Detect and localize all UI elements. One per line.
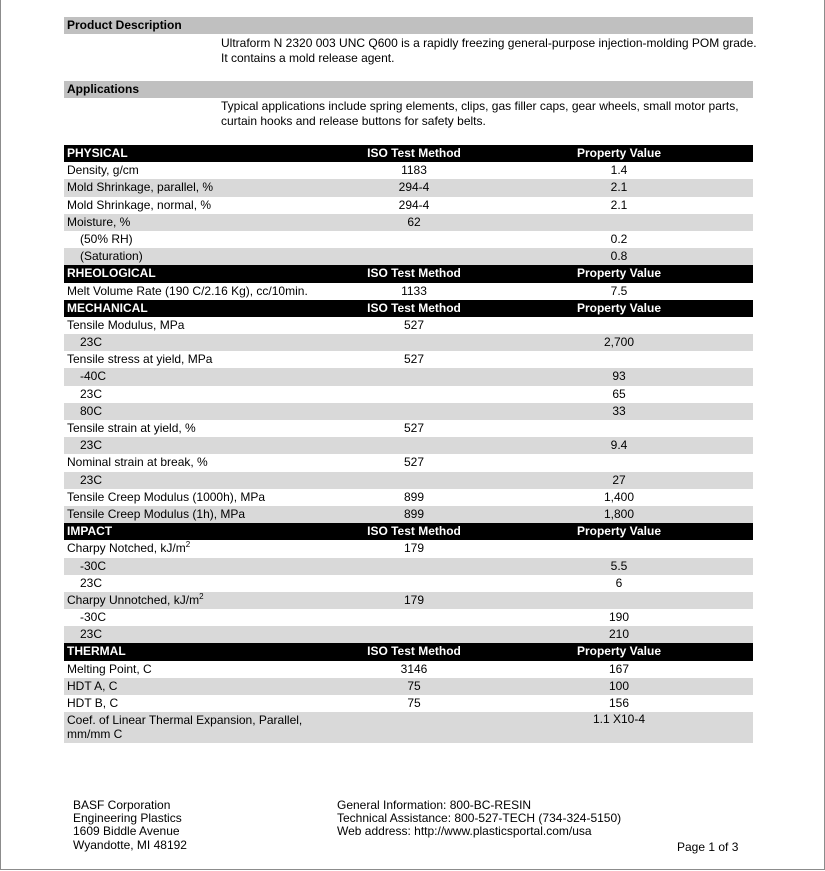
property-name bbox=[80, 472, 102, 489]
property-name bbox=[67, 214, 130, 231]
property-name-text: MECHANICAL bbox=[67, 300, 148, 315]
test-method: 1183 bbox=[401, 163, 427, 178]
property-name-text: Melting Point, C bbox=[67, 661, 152, 676]
table-row bbox=[64, 454, 753, 471]
test-method: 294-4 bbox=[398, 180, 430, 195]
table-row bbox=[64, 403, 753, 420]
property-value: 0.8 bbox=[610, 249, 628, 264]
contact-info bbox=[337, 799, 621, 839]
property-name-text: Charpy Notched, kJ/m bbox=[67, 541, 186, 556]
value-column-header: Property Value bbox=[576, 266, 662, 281]
table-row bbox=[64, 179, 753, 196]
property-name bbox=[67, 661, 152, 678]
property-name bbox=[67, 678, 117, 695]
method-column-header: ISO Test Method bbox=[367, 266, 461, 281]
property-name-text: HDT B, C bbox=[67, 696, 119, 710]
property-name-text: Charpy Unnotched, kJ/m bbox=[67, 592, 200, 607]
property-name bbox=[80, 558, 106, 575]
property-name bbox=[67, 351, 212, 368]
property-name-text: 23C bbox=[80, 386, 103, 401]
property-name-text: Nominal strain at break, % bbox=[67, 455, 208, 470]
section-title bbox=[67, 643, 126, 660]
test-method: 899 bbox=[403, 506, 425, 521]
property-name-text: 23C bbox=[80, 438, 103, 453]
applications-heading: Applications bbox=[64, 81, 753, 98]
table-row bbox=[64, 661, 753, 678]
product-description-heading: Product Description bbox=[64, 17, 753, 34]
property-name bbox=[80, 437, 102, 454]
property-name-text: Tensile Creep Modulus (1h), MPa bbox=[67, 506, 246, 521]
method-column-header: ISO Test Method bbox=[367, 524, 461, 539]
test-method: 75 bbox=[407, 696, 421, 710]
property-value: 93 bbox=[612, 369, 626, 384]
value-column-header: Property Value bbox=[576, 300, 662, 315]
property-name-text: HDT A, C bbox=[67, 678, 118, 693]
property-name bbox=[67, 540, 190, 557]
property-name-text: 23C bbox=[80, 472, 103, 487]
property-value: 1.1 X10-4 bbox=[592, 712, 646, 727]
property-name bbox=[67, 489, 265, 506]
value-column-header: Property Value bbox=[576, 644, 662, 659]
table-row bbox=[64, 558, 753, 575]
property-name bbox=[67, 714, 327, 741]
section-header-row bbox=[64, 265, 753, 282]
properties-table bbox=[64, 145, 753, 743]
property-value: 1,800 bbox=[603, 506, 635, 521]
table-row bbox=[64, 437, 753, 454]
table-row bbox=[64, 197, 753, 214]
property-name bbox=[80, 609, 106, 626]
property-name-text: 23C bbox=[80, 627, 103, 642]
table-row bbox=[64, 540, 753, 557]
test-method: 179 bbox=[403, 541, 425, 556]
table-row bbox=[64, 334, 753, 351]
table-row bbox=[64, 386, 753, 403]
unit-superscript: 2 bbox=[199, 591, 204, 601]
table-row bbox=[64, 695, 753, 712]
property-name-text: Tensile strain at yield, % bbox=[67, 421, 196, 435]
property-name-text: Mold Shrinkage, normal, % bbox=[67, 197, 212, 212]
page-number: Page 1 of 3 bbox=[677, 840, 739, 854]
property-value: 5.5 bbox=[610, 558, 628, 573]
section-header-row bbox=[64, 145, 753, 162]
table-row bbox=[64, 472, 753, 489]
property-name bbox=[67, 179, 213, 196]
property-name-text: (50% RH) bbox=[80, 231, 133, 246]
property-name bbox=[67, 162, 139, 179]
property-name-text: Tensile Modulus, MPa bbox=[67, 317, 185, 332]
test-method: 527 bbox=[403, 421, 425, 435]
property-value: 27 bbox=[612, 472, 626, 487]
property-value: 167 bbox=[608, 661, 630, 676]
property-name bbox=[80, 403, 102, 420]
test-method: 3146 bbox=[400, 661, 428, 676]
property-name bbox=[67, 283, 308, 300]
property-value: 2,700 bbox=[603, 335, 635, 350]
table-row bbox=[64, 351, 753, 368]
property-name-text: PHYSICAL bbox=[67, 146, 128, 160]
contact-line: Web address: http://www.plasticsportal.com/usa bbox=[337, 824, 592, 839]
table-row bbox=[64, 506, 753, 523]
property-name-text: Density, g/cm bbox=[67, 163, 139, 178]
company-address bbox=[73, 799, 187, 852]
property-value: 9.4 bbox=[610, 438, 628, 453]
test-method: 527 bbox=[403, 317, 425, 332]
table-row bbox=[64, 626, 753, 643]
table-row bbox=[64, 231, 753, 248]
property-name bbox=[80, 334, 102, 351]
property-value: 2.1 bbox=[610, 197, 628, 212]
property-name bbox=[67, 695, 118, 712]
property-value: 6 bbox=[615, 575, 623, 590]
table-row bbox=[64, 214, 753, 231]
property-name-text: 80C bbox=[80, 403, 103, 418]
property-name-text: RHEOLOGICAL bbox=[67, 266, 156, 281]
table-row bbox=[64, 420, 753, 437]
address-line: 1609 Biddle Avenue bbox=[73, 824, 180, 839]
test-method: 527 bbox=[403, 455, 425, 470]
property-value: 190 bbox=[608, 610, 630, 625]
property-value: 1,400 bbox=[603, 489, 635, 504]
table-row bbox=[64, 575, 753, 592]
property-value: 100 bbox=[608, 678, 630, 693]
property-name-text: 23C bbox=[80, 335, 103, 350]
property-value: 65 bbox=[612, 386, 626, 401]
test-method: 1133 bbox=[401, 283, 427, 298]
property-name bbox=[80, 231, 133, 248]
property-name bbox=[80, 626, 102, 643]
property-name-text: Tensile stress at yield, MPa bbox=[67, 352, 213, 367]
property-value: 0.2 bbox=[610, 231, 628, 246]
test-method: 179 bbox=[403, 592, 425, 607]
test-method: 899 bbox=[403, 489, 425, 504]
property-name bbox=[80, 575, 102, 592]
table-row bbox=[64, 162, 753, 179]
property-name bbox=[67, 592, 204, 609]
property-name bbox=[80, 368, 106, 385]
property-value: 7.5 bbox=[610, 283, 628, 298]
table-row bbox=[64, 609, 753, 626]
test-method: 294-4 bbox=[398, 197, 430, 212]
section-header-row bbox=[64, 523, 753, 540]
property-value: 33 bbox=[612, 403, 626, 418]
property-name-text: (Saturation) bbox=[80, 249, 143, 264]
test-method: 62 bbox=[407, 214, 421, 229]
property-name-text: Tensile Creep Modulus (1000h), MPa bbox=[67, 489, 266, 504]
address-line: Wyandotte, MI 48192 bbox=[73, 837, 187, 852]
table-row bbox=[64, 283, 753, 300]
property-name-text: THERMAL bbox=[67, 644, 126, 659]
section-header-row bbox=[64, 300, 753, 317]
unit-superscript: 2 bbox=[185, 540, 191, 550]
property-name bbox=[67, 197, 211, 214]
property-name-text: Mold Shrinkage, parallel, % bbox=[67, 180, 214, 195]
property-name bbox=[80, 386, 102, 403]
method-column-header: ISO Test Method bbox=[367, 300, 461, 315]
table-row bbox=[64, 489, 753, 506]
property-name bbox=[67, 506, 245, 523]
value-column-header: Property Value bbox=[576, 146, 662, 160]
contact-line: Technical Assistance: 800-527-TECH (734-324-5150) bbox=[337, 811, 622, 826]
property-value: 156 bbox=[608, 696, 630, 710]
contact-line: General Information: 800-BC-RESIN bbox=[337, 798, 532, 812]
section-title bbox=[67, 145, 128, 162]
property-name-text: Melt Volume Rate (190 C/2.16 Kg), cc/10min. bbox=[67, 283, 308, 298]
property-name bbox=[67, 420, 196, 437]
table-row bbox=[64, 368, 753, 385]
property-name-text: Moisture, % bbox=[67, 214, 131, 229]
section-title bbox=[67, 523, 112, 540]
test-method: 527 bbox=[403, 352, 425, 367]
method-column-header: ISO Test Method bbox=[367, 644, 461, 659]
property-name-text: 23C bbox=[80, 575, 103, 590]
table-row bbox=[64, 712, 753, 743]
section-title bbox=[67, 300, 148, 317]
address-line: Engineering Plastics bbox=[73, 811, 182, 826]
property-name-text: IMPACT bbox=[67, 524, 113, 539]
table-row bbox=[64, 678, 753, 695]
product-description-text: Ultraform N 2320 003 UNC Q600 is a rapidly freezing general-purpose injection-molding POM grade. It contains a mold release agent. bbox=[221, 36, 757, 65]
value-column-header: Property Value bbox=[576, 524, 662, 539]
test-method: 75 bbox=[407, 678, 421, 693]
method-column-header: ISO Test Method bbox=[367, 146, 461, 160]
property-name-text: -30C bbox=[80, 558, 107, 573]
address-line: BASF Corporation bbox=[73, 798, 171, 812]
applications-text: Typical applications include spring elements, clips, gas filler caps, gear wheels, small motor parts, curtain hooks and release buttons for safety belts. bbox=[221, 99, 739, 128]
property-name-text: Coef. of Linear Thermal Expansion, Parallel, mm/mm C bbox=[67, 713, 303, 741]
table-row bbox=[64, 317, 753, 334]
table-row bbox=[64, 592, 753, 609]
section-title bbox=[67, 265, 156, 282]
property-name bbox=[67, 454, 208, 471]
property-name-text: -40C bbox=[80, 369, 107, 384]
table-row bbox=[64, 248, 753, 265]
property-name bbox=[80, 248, 143, 265]
property-value: 210 bbox=[608, 627, 630, 642]
property-name-text: -30C bbox=[80, 610, 107, 625]
property-value: 1.4 bbox=[610, 163, 628, 178]
section-header-row bbox=[64, 643, 753, 660]
property-value: 2.1 bbox=[610, 180, 628, 195]
property-name bbox=[67, 317, 184, 334]
